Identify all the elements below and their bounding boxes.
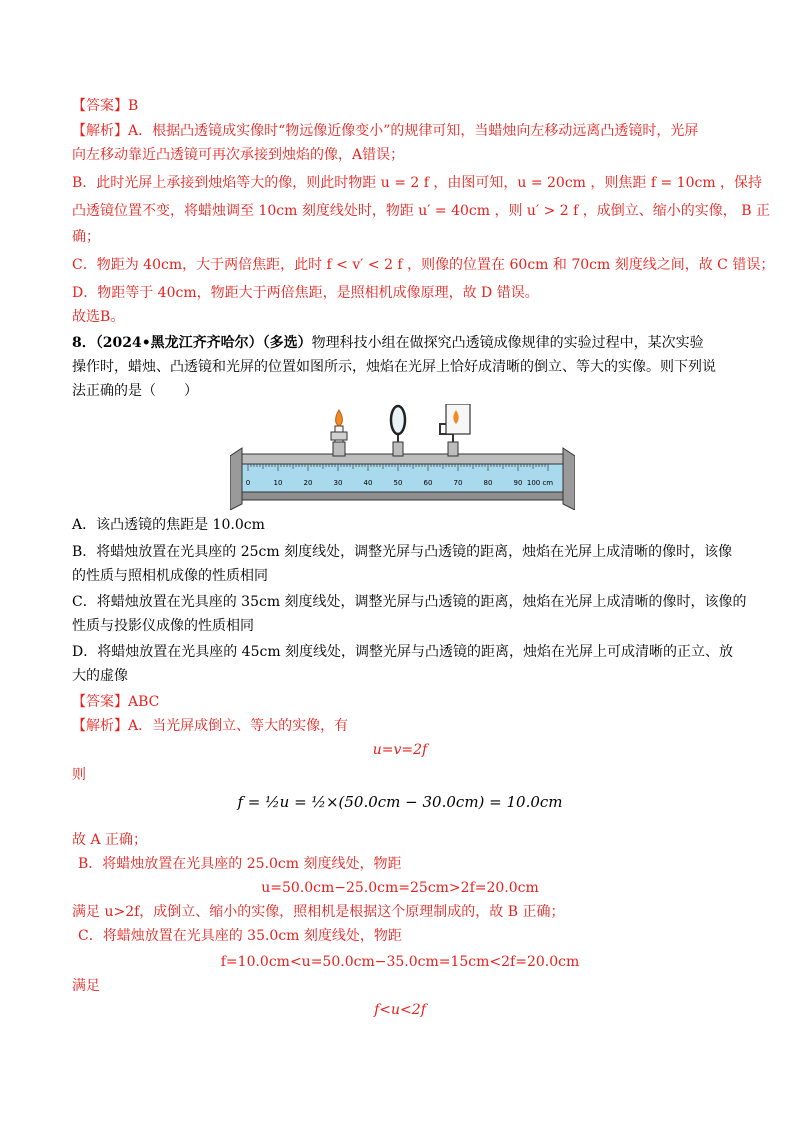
tick-label: 70 [453,479,463,487]
tick-label: 0 [245,479,251,487]
tick-label: 80 [483,479,493,487]
question-stem-line-1 [72,333,704,353]
option-a: A．该凸透镜的焦距是 10.0cm [72,517,265,533]
analysis-line-3: B．此时光屏上承接到烛焰等大的像，则此时物距 u = 2 f ，由图可知，u = 20cm ，则焦距 f = 10cm ，保持 [72,175,763,191]
equation-4: f=10.0cm<u=50.0cm−35.0cm=15cm<2f=20.0cm [220,954,580,970]
question-number-source: 8．（2024•黑龙江齐齐哈尔）（多选） [72,335,312,351]
right-support [563,448,575,510]
question-stem-line-3: 法正确的是（ ） [72,383,198,399]
tick-label: 30 [333,479,343,487]
analysis-line-6: C．物距为 40cm，大于两倍焦距，此时 f < v′ < 2 f ，则像的位置在 60cm 和 70cm 刻度线之间，故 C 错误； [72,257,775,273]
rail-bottom [242,492,563,500]
rail-scale [242,464,563,492]
light-screen [440,404,470,456]
tick-label: 10 [273,479,283,487]
optical-bench-figure [230,404,575,510]
tick-label: 90 [513,479,523,487]
analysis-line-2: 向左移动靠近凸透镜可再次承接到烛焰的像，A错误； [72,147,405,163]
analysis-line-1: 【解析】A．根据凸透镜成实像时“物远像近像变小”的规律可知，当蜡烛向左移动远离凸透镜时，光屏 [72,123,699,139]
flame-icon [336,410,343,426]
question-stem-line-2: 操作时，蜡烛、凸透镜和光屏的位置如图所示，烛焰在光屏上恰好成清晰的倒立、等大的实像。则下列说 [72,359,716,375]
analysis-line-5: 确； [72,229,100,245]
analysis-2-c-line: C．将蜡烛放置在光具座的 35.0cm 刻度线处，物距 [78,928,402,944]
option-c-line-1: C．将蜡烛放置在光具座的 35cm 刻度线处，调整光屏与凸透镜的距离，烛焰在光屏上成清晰的像时，该像的 [72,594,747,610]
tick-label: 40 [363,479,373,487]
equation-3: u=50.0cm−25.0cm=25cm>2f=20.0cm [261,880,539,896]
analysis-line-4: 凸透镜位置不变，将蜡烛调至 10cm 刻度线处时，物距 u′ = 40cm ，则 u′ > 2 f ，成倒立、缩小的实像， B 正 [72,203,770,219]
equation-2: f = ½u = ½×(50.0cm − 30.0cm) = 10.0cm [237,793,563,811]
analysis-2-a-correct: 故 A 正确； [72,832,148,848]
answer-label-1: 【答案】B [72,98,139,114]
analysis-2-b-line: B．将蜡烛放置在光具座的 25.0cm 刻度线处，物距 [78,856,402,872]
analysis-2-b-conclusion: 满足 u>2f，成倒立、缩小的实像，照相机是根据这个原理制成的，故 B 正确； [72,904,565,920]
option-d-line-1: D．将蜡烛放置在光具座的 45cm 刻度线处，调整光屏与凸透镜的距离，烛焰在光屏上可成清晰的正立、放 [72,644,734,660]
analysis-line-7: D．物距等于 40cm，物距大于两倍焦距，是照相机成像原理，故 D 错误。 [72,285,539,301]
option-b-line-1: B．将蜡烛放置在光具座的 25cm 刻度线处，调整光屏与凸透镜的距离，烛焰在光屏上成清晰的像时，该像 [72,544,733,560]
analysis-line-8: 故选B。 [72,309,125,325]
equation-5: f<u<2f [374,1002,426,1018]
option-d-line-2: 大的虚像 [72,668,128,684]
analysis-2-then: 则 [72,767,86,783]
candle [331,410,347,456]
convex-lens [391,406,405,456]
left-support [230,448,242,510]
option-b-line-2: 的性质与照相机成像的性质相同 [72,568,268,584]
tick-label: 20 [303,479,313,487]
answer-label-2: 【答案】ABC [72,694,160,710]
option-c-line-2: 性质与投影仪成像的性质相同 [72,618,254,634]
equation-1: u=v=2f [372,742,428,758]
analysis-2-satisfy: 满足 [72,978,100,994]
tick-label: 100 cm [526,479,554,487]
tick-label: 50 [393,479,403,487]
question-stem-text: 物理科技小组在做探究凸透镜成像规律的实验过程中，某次实验 [311,335,704,351]
analysis-2-line-a: 【解析】A．当光屏成倒立、等大的实像，有 [72,718,349,734]
tick-label: 60 [423,479,433,487]
